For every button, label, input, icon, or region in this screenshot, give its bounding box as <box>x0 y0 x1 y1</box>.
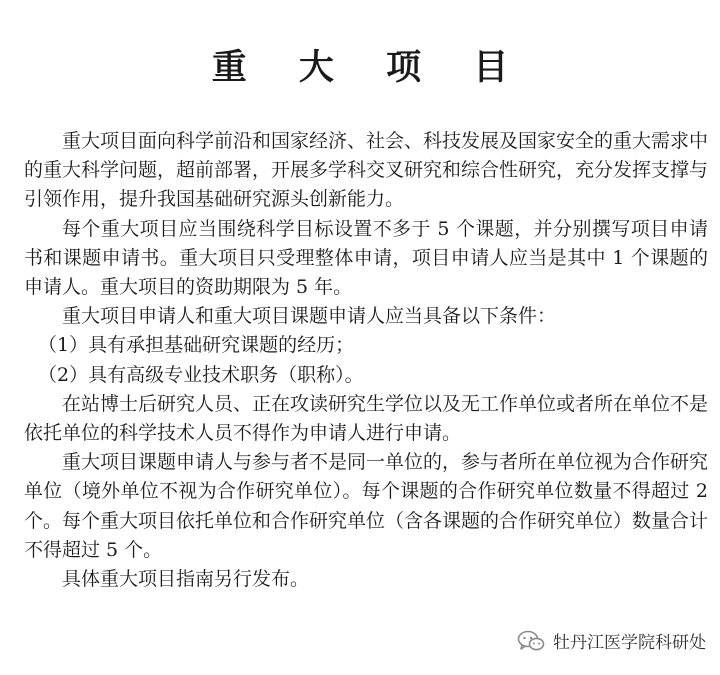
paragraph-guide: 具体重大项目指南另行发布。 <box>62 568 310 591</box>
paragraph-conditions-intro: 重大项目申请人和重大项目课题申请人应当具备以下条件： <box>62 305 557 328</box>
condition-item-2: （2）具有高级专业技术职务（职称）。 <box>38 363 364 386</box>
watermark <box>517 628 706 653</box>
paragraph-subprojects: 每个重大项目应当围绕科学目标设置不多于 5 个课题，并分别撰写项目申请书和课题申请书。重大项目只受理整体申请，项目申请人应当是其中 1 个课题的申请人。重大项目的资助期限为 5 年。 <box>24 217 708 299</box>
page-title: 重 大 项 目 <box>211 48 529 88</box>
watermark-text: 牡丹江医学院科研处 <box>553 633 706 653</box>
wechat-icon <box>517 630 545 652</box>
paragraph-ineligible: 在站博士后研究人员、正在攻读研究生学位以及无工作单位或者所在单位不是依托单位的科学技术人员不得作为申请人进行申请。 <box>24 392 709 445</box>
condition-item-1: （1）具有承担基础研究课题的经历； <box>38 334 355 357</box>
paragraph-overview: 重大项目面向科学前沿和国家经济、社会、科技发展及国家安全的重大需求中的重大科学问题，超前部署，开展多学科交叉研究和综合性研究，充分发挥支撑与引领作用，提升我国基础研究源头创新能力。 <box>24 130 709 211</box>
paragraph-cooperation: 重大项目课题申请人与参与者不是同一单位的，参与者所在单位视为合作研究单位（境外单位不视为合作研究单位）。每个课题的合作研究单位数量不得超过 2 个。每个重大项目依托单位和合作研究单位（含各课题的合作研究单位）数量合计不得超过 5 个。 <box>24 451 709 561</box>
document-body <box>24 127 708 594</box>
